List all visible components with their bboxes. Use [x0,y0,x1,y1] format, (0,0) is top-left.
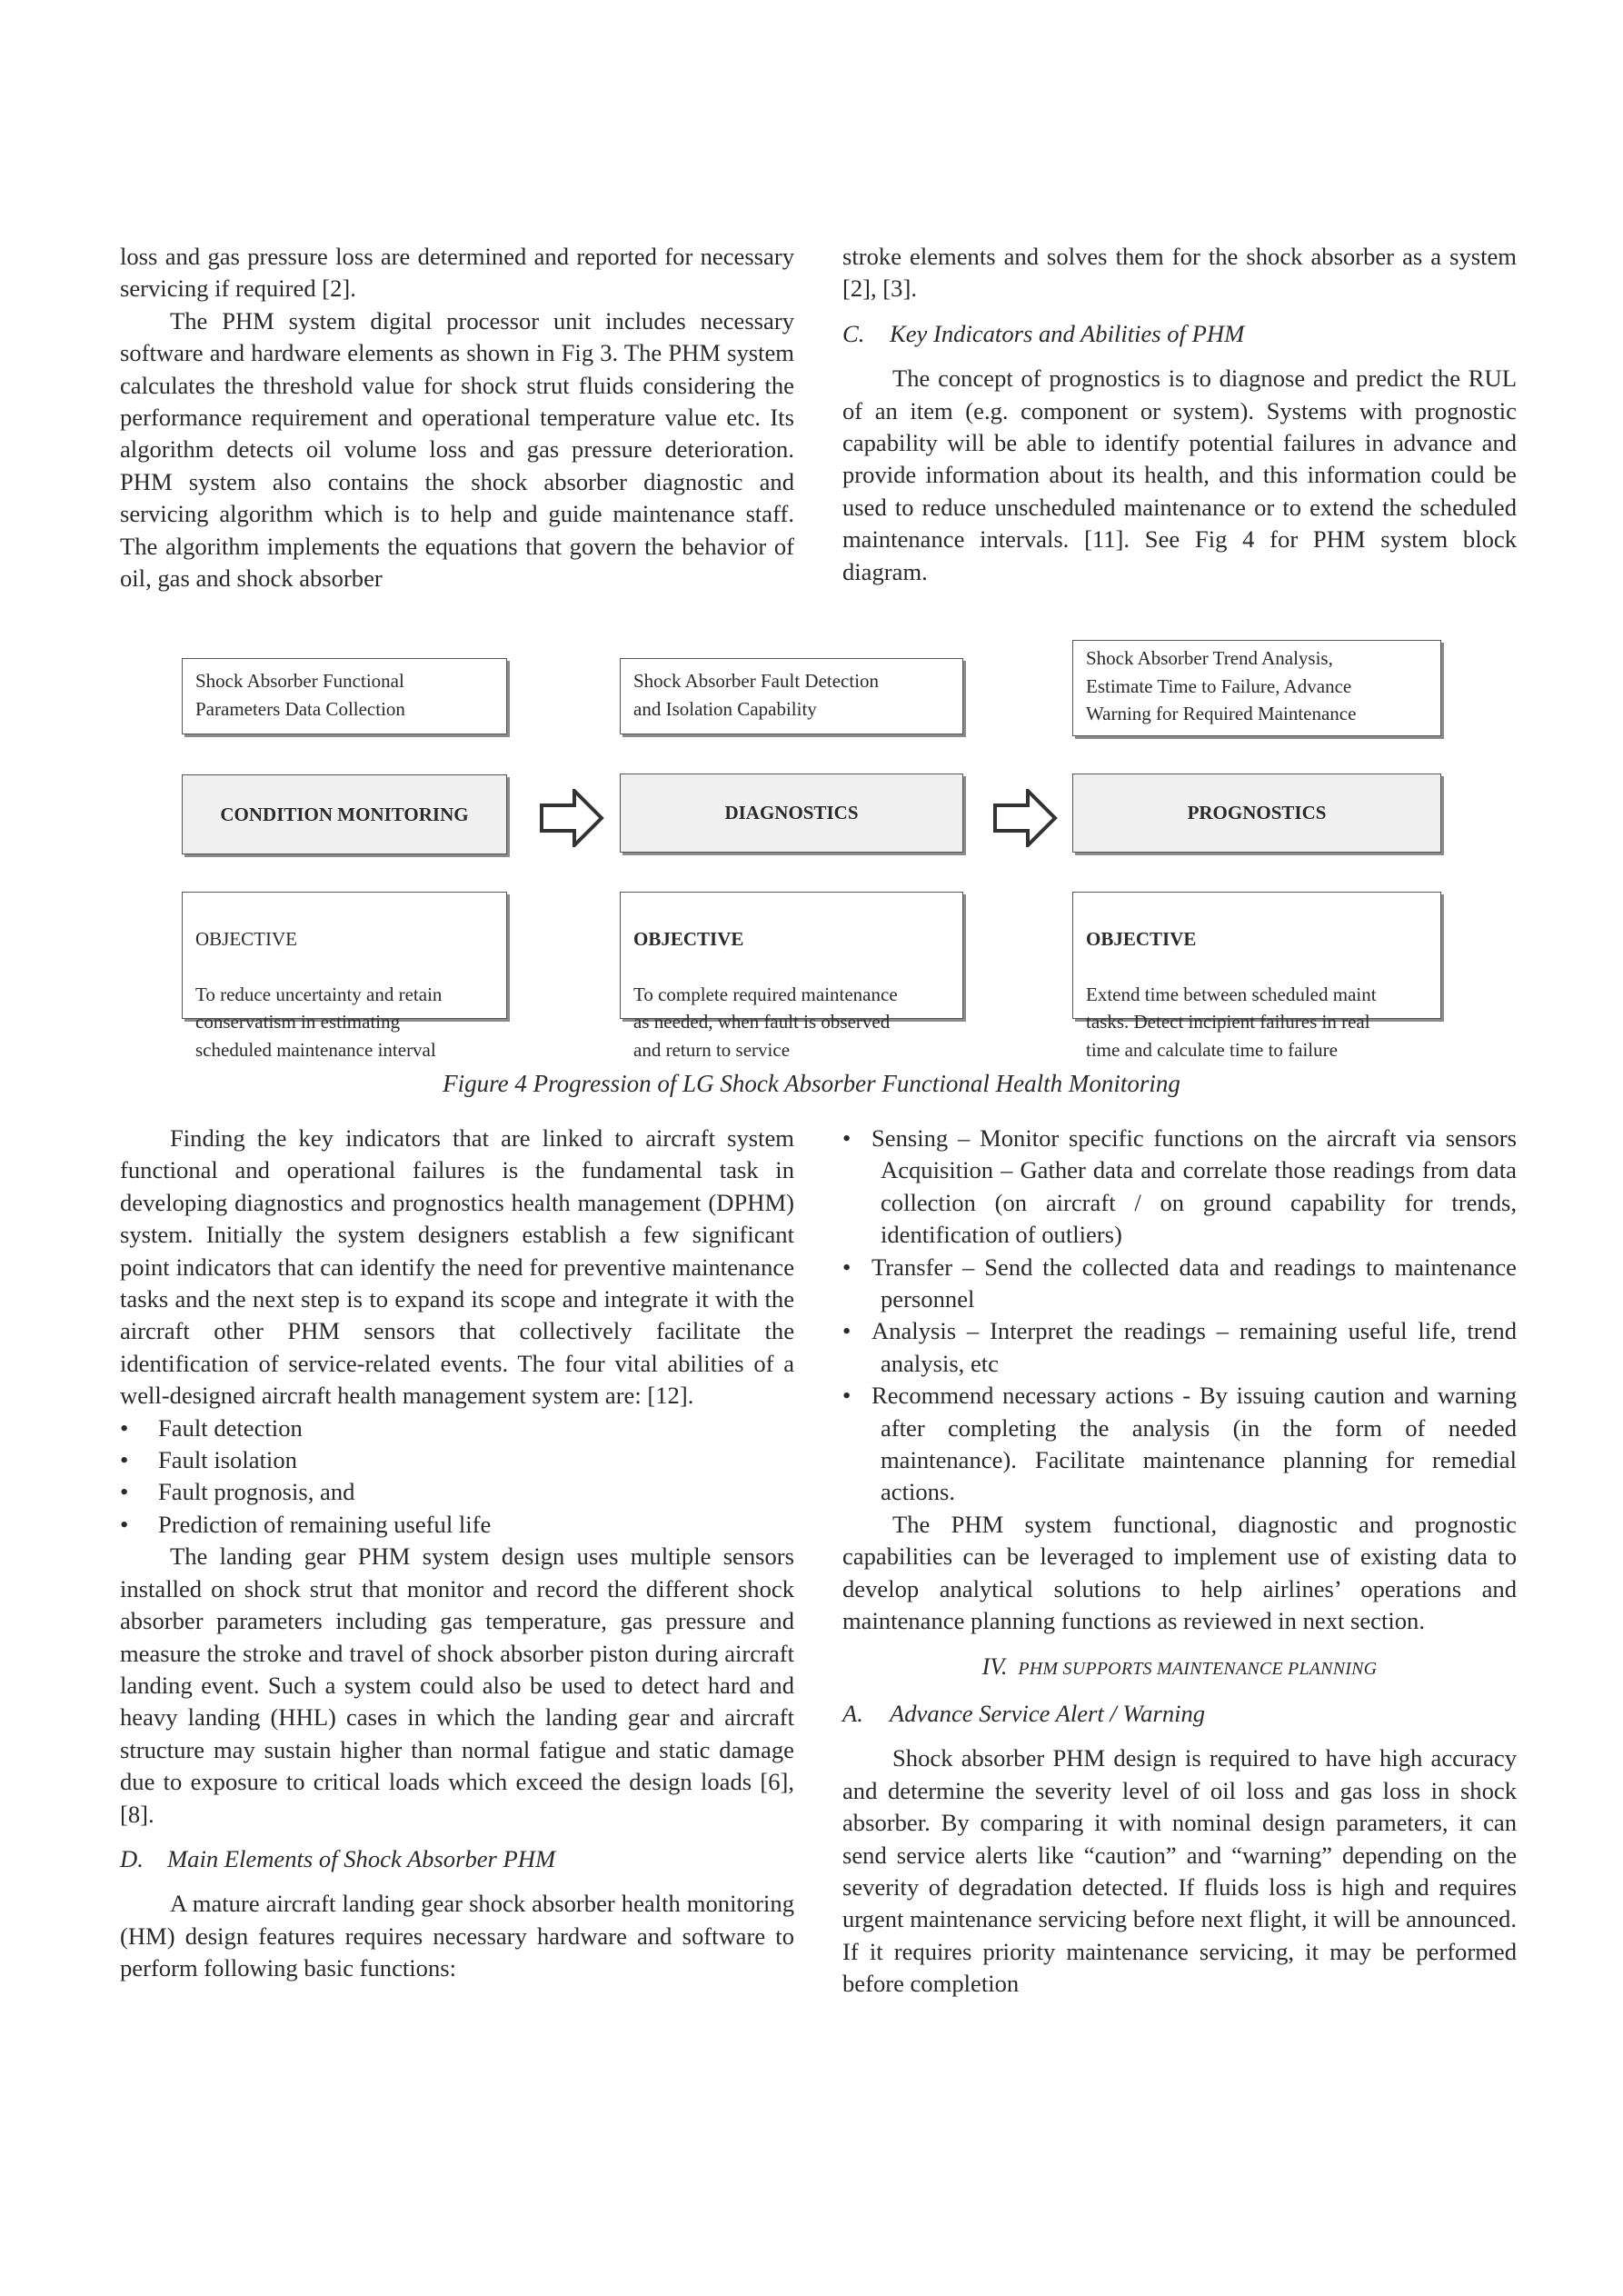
list-item: • Prediction of remaining useful life [120,1509,794,1541]
trend-analysis-box: Shock Absorber Trend Analysis, Estimate Time to Failure, Advance Warning for Required Maintenance [1072,640,1441,736]
right-column-bottom [842,1123,1517,2001]
fault-detection-box: Shock Absorber Fault Detection and Isolation Capability [620,658,963,734]
list-item: • Transfer – Send the collected data and readings to maintenance personnel [842,1252,1517,1316]
heading-text: Advance Service Alert / Warning [890,1699,1206,1727]
objective-text: To reduce uncertainty and retain conservatism in estimating scheduled maintenance interval [195,983,443,1061]
objective-box-condition-monitoring [182,892,507,1061]
objective-text: To complete required maintenance as needed, when fault is observed and return to service [633,983,898,1061]
list-item: • Analysis – Interpret the readings – remaining useful life, trend analysis, etc [842,1315,1517,1380]
paragraph: The landing gear PHM system design uses multiple sensors installed on shock strut that monitor and record the different shock absorber parameters including gas temperature, gas pressure and measure the stroke and travel of shock absorber piston during aircraft landing event. Such a system could also be used to detect hard and heavy landing (HHL) cases in which the landing gear and aircraft structure may sustain higher than normal fatigue and static damage due to exposure to critical loads which exceed the design loads [6], [8]. [120,1542,794,1828]
paragraph: A mature aircraft landing gear shock absorber health monitoring (HM) design features requires necessary hardware and software to perform following basic functions: [120,1890,794,1982]
heading-text: Main Elements of Shock Absorber PHM [167,1844,556,1872]
list-item: • Fault isolation [120,1444,794,1476]
paragraph: The concept of prognostics is to diagnose and predict the RUL of an item (e.g. component or system). Systems with prognostic capability will be able to identify potential failures in advance and provide information about its health, and this information could be used to reduce unscheduled maintenance or to extend the scheduled maintenance intervals. [11]. See Fig 4 for PHM system block diagram. [842,364,1517,585]
left-column-bottom [120,1123,794,1985]
objective-title: OBJECTIVE [1086,927,1197,950]
heading-text: Key Indicators and Abilities of PHM [890,319,1245,347]
abilities-list [120,1413,794,1542]
objective-box-diagnostics [620,892,963,1061]
heading-letter: C. [842,319,865,347]
paragraph: stroke elements and solves them for the shock absorber as a system [2], [3]. [842,243,1517,303]
paragraph: The PHM system digital processor unit includes necessary software and hardware elements as shown in Fig 3. The PHM system calculates the threshold value for shock strut fluids considering the performance requirement and operational temperature value etc. Its algorithm detects oil volume loss and gas pressure deterioration. PHM system also contains the shock absorber diagnostic and servicing algorithm which is to help and guide maintenance staff. The algorithm implements the equations that govern the behavior of oil, gas and shock absorber [120,306,794,593]
stage-diagnostics: DIAGNOSTICS [620,774,963,853]
paragraph: loss and gas pressure loss are determined and reported for necessary servicing if required [2]. [120,243,794,303]
stage-condition-monitoring: CONDITION MONITORING [182,774,507,854]
list-item: • Fault prognosis, and [120,1476,794,1508]
paragraph: The PHM system functional, diagnostic and prognostic capabilities can be leveraged to implement use of existing data to develop analytical solutions to help airlines’ operations and maintenance planning functions as reviewed in next section. [842,1510,1517,1635]
arrow-right-icon [540,789,605,847]
subsection-heading [842,318,1517,350]
objective-box-prognostics [1072,892,1441,1061]
subsection-heading [842,1698,1517,1730]
figure-caption: Figure 4 Progression of LG Shock Absorber Functional Health Monitoring [443,1070,1180,1097]
list-item: • Sensing – Monitor specific functions on the aircraft via sensors Acquisition – Gather data and correlate those readings from data collection (on aircraft / on ground capability for trends, identification of outliers) [842,1123,1517,1252]
objective-title: OBJECTIVE [633,927,744,950]
functions-list [842,1123,1517,1509]
subsection-heading [120,1843,794,1875]
list-item: • Recommend necessary actions - By issuing caution and warning after completing the analysis (in the form of needed maintenance). Facilitate maintenance planning for remedial actions. [842,1380,1517,1509]
section-title: PHM SUPPORTS MAINTENANCE PLANNING [1018,1658,1378,1679]
section-heading [842,1651,1517,1685]
objective-title: OBJECTIVE [195,927,297,950]
left-column-top [120,241,794,594]
objective-text: Extend time between scheduled maint tasks. Detect incipient failures in real time and calculate time to failure [1086,983,1377,1061]
arrow-right-icon [993,789,1059,847]
right-column-top [842,241,1517,588]
list-item: • Fault detection [120,1413,794,1444]
stage-prognostics: PROGNOSTICS [1072,774,1441,853]
heading-letter: D. [120,1844,144,1872]
section-numeral: IV. [981,1652,1008,1680]
collection-box: Shock Absorber Functional Parameters Data Collection [182,658,507,734]
paragraph: Shock absorber PHM design is required to have high accuracy and determine the severity level of oil loss and gas loss in shock absorber. By comparing it with nominal design parameters, it can send service alerts like “caution” and “warning” depending on the severity of degradation detected. If fluids loss is high and requires urgent maintenance servicing before next flight, it will be announced. If it requires priority maintenance servicing, it may be performed before completion [842,1744,1517,1998]
paragraph: Finding the key indicators that are linked to aircraft system functional and operational failures is the fundamental task in developing diagnostics and prognostics health management (DPHM) system. Initially the system designers establish a few significant point indicators that can identify the need for preventive maintenance tasks and the next step is to expand its scope and integrate it with the aircraft other PHM sensors that collectively facilitate the identification of service-related events. The four vital abilities of a well-designed aircraft health management system are: [12]. [120,1124,794,1410]
heading-letter: A. [842,1699,863,1727]
